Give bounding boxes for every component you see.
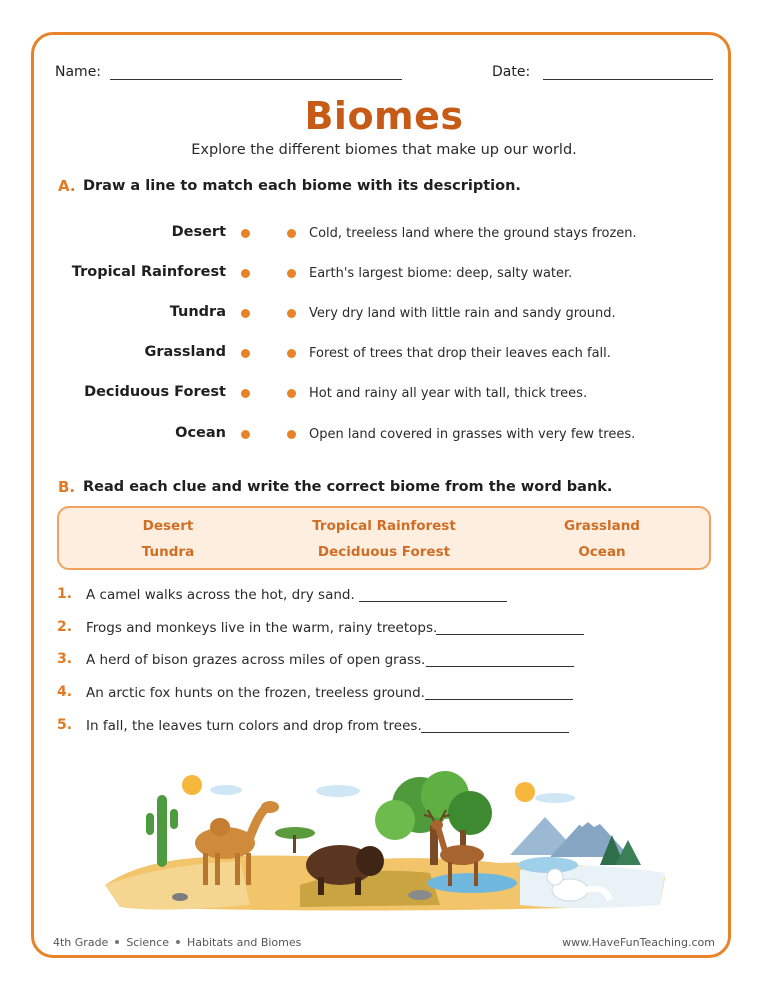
camel-leg	[215, 853, 220, 885]
biome-dot[interactable]	[241, 269, 250, 278]
cloud-icon	[210, 785, 242, 795]
date-label: Date:	[492, 64, 531, 80]
footer-grade: 4th Grade	[53, 936, 109, 949]
clue-text: Frogs and monkeys live in the warm, rainy treetops.	[86, 620, 438, 636]
deer-head	[431, 820, 443, 830]
biome-label: Desert	[171, 224, 226, 240]
cactus-arm	[170, 809, 178, 829]
match-row	[0, 264, 768, 284]
biome-dot[interactable]	[241, 229, 250, 238]
camel-leg	[203, 853, 208, 885]
word-bank-item: Desert	[142, 518, 194, 534]
cactus-icon	[157, 795, 167, 867]
description-label: Cold, treeless land where the ground stays frozen.	[309, 226, 637, 241]
word-bank-item: Ocean	[578, 544, 626, 560]
frozen-lake	[518, 857, 578, 873]
pond	[427, 873, 517, 893]
answer-line[interactable]	[436, 634, 584, 635]
bison-head	[356, 846, 384, 876]
section-b-letter: B.	[58, 478, 76, 496]
word-bank	[57, 506, 711, 570]
match-row	[0, 384, 768, 404]
word-bank-item: Tundra	[141, 544, 195, 560]
description-dot[interactable]	[287, 430, 296, 439]
clue-number: 3.	[57, 651, 73, 667]
camel-leg	[235, 853, 240, 885]
clue-number: 5.	[57, 717, 73, 733]
biome-dot[interactable]	[241, 349, 250, 358]
deer-leg	[448, 862, 452, 886]
description-label: Forest of trees that drop their leaves each fall.	[309, 346, 611, 361]
answer-line[interactable]	[425, 699, 573, 700]
date-field[interactable]	[543, 79, 713, 80]
description-label: Earth's largest biome: deep, salty water.	[309, 266, 573, 281]
description-dot[interactable]	[287, 229, 296, 238]
rock	[172, 893, 188, 901]
camel-leg	[246, 853, 251, 885]
description-dot[interactable]	[287, 309, 296, 318]
answer-line[interactable]	[426, 666, 574, 667]
clue-number: 4.	[57, 684, 73, 700]
clue-text: In fall, the leaves turn colors and drop from trees.	[86, 718, 422, 734]
cloud-icon	[535, 793, 575, 803]
biomes-illustration	[100, 765, 670, 915]
tree-canopy	[448, 791, 492, 835]
description-dot[interactable]	[287, 269, 296, 278]
camel-hump	[210, 818, 230, 836]
description-label: Hot and rainy all year with tall, thick trees.	[309, 386, 588, 401]
answer-line[interactable]	[421, 732, 569, 733]
deer-leg	[474, 862, 478, 886]
rock	[408, 890, 432, 900]
name-label: Name:	[55, 64, 102, 80]
bullet-icon	[115, 940, 119, 944]
biome-label: Tundra	[169, 304, 226, 320]
biome-label: Tropical Rainforest	[71, 264, 226, 280]
clue-number: 1.	[57, 586, 73, 602]
word-bank-item: Deciduous Forest	[317, 544, 451, 560]
footer-website[interactable]: www.HaveFunTeaching.com	[562, 936, 715, 949]
section-a-letter: A.	[58, 177, 76, 195]
description-label: Open land covered in grasses with very few trees.	[309, 427, 636, 442]
camel-head	[261, 801, 279, 813]
clue-number: 2.	[57, 619, 73, 635]
clue-text: A camel walks across the hot, dry sand.	[86, 587, 355, 603]
acacia-trunk	[293, 835, 296, 853]
answer-line[interactable]	[359, 601, 507, 602]
match-row	[0, 425, 768, 445]
match-row	[0, 344, 768, 364]
sun-icon	[515, 782, 535, 802]
section-b-instruction: Read each clue and write the correct biome from the word bank.	[83, 479, 613, 495]
tree-canopy	[375, 800, 415, 840]
page-title: Biomes	[304, 94, 464, 138]
description-dot[interactable]	[287, 349, 296, 358]
biome-dot[interactable]	[241, 389, 250, 398]
match-row	[0, 304, 768, 324]
footer-tags	[53, 936, 301, 949]
description-dot[interactable]	[287, 389, 296, 398]
fox-head	[547, 869, 563, 885]
bison-leg	[318, 877, 324, 895]
sand-dune	[105, 861, 250, 910]
sun-icon	[182, 775, 202, 795]
bullet-icon	[176, 940, 180, 944]
page-subtitle: Explore the different biomes that make up our world.	[191, 142, 577, 158]
biome-label: Grassland	[144, 344, 226, 360]
footer-topic: Habitats and Biomes	[186, 936, 302, 949]
word-bank-item: Tropical Rainforest	[312, 518, 456, 534]
word-bank-item: Grassland	[564, 518, 640, 534]
biome-dot[interactable]	[241, 430, 250, 439]
footer-subject: Science	[126, 936, 169, 949]
bison-leg	[355, 877, 361, 895]
cactus-arm	[146, 813, 154, 835]
clue-text: An arctic fox hunts on the frozen, treeless ground.	[86, 685, 425, 701]
match-row	[0, 224, 768, 244]
section-a-instruction: Draw a line to match each biome with its description.	[83, 178, 521, 194]
biome-label: Ocean	[175, 425, 226, 441]
deer-neck	[438, 827, 445, 851]
biome-dot[interactable]	[241, 309, 250, 318]
clue-text: A herd of bison grazes across miles of open grass.	[86, 652, 426, 668]
name-field[interactable]	[110, 79, 402, 80]
description-label: Very dry land with little rain and sandy ground.	[309, 306, 616, 321]
biome-label: Deciduous Forest	[84, 384, 226, 400]
cloud-icon	[316, 785, 360, 797]
